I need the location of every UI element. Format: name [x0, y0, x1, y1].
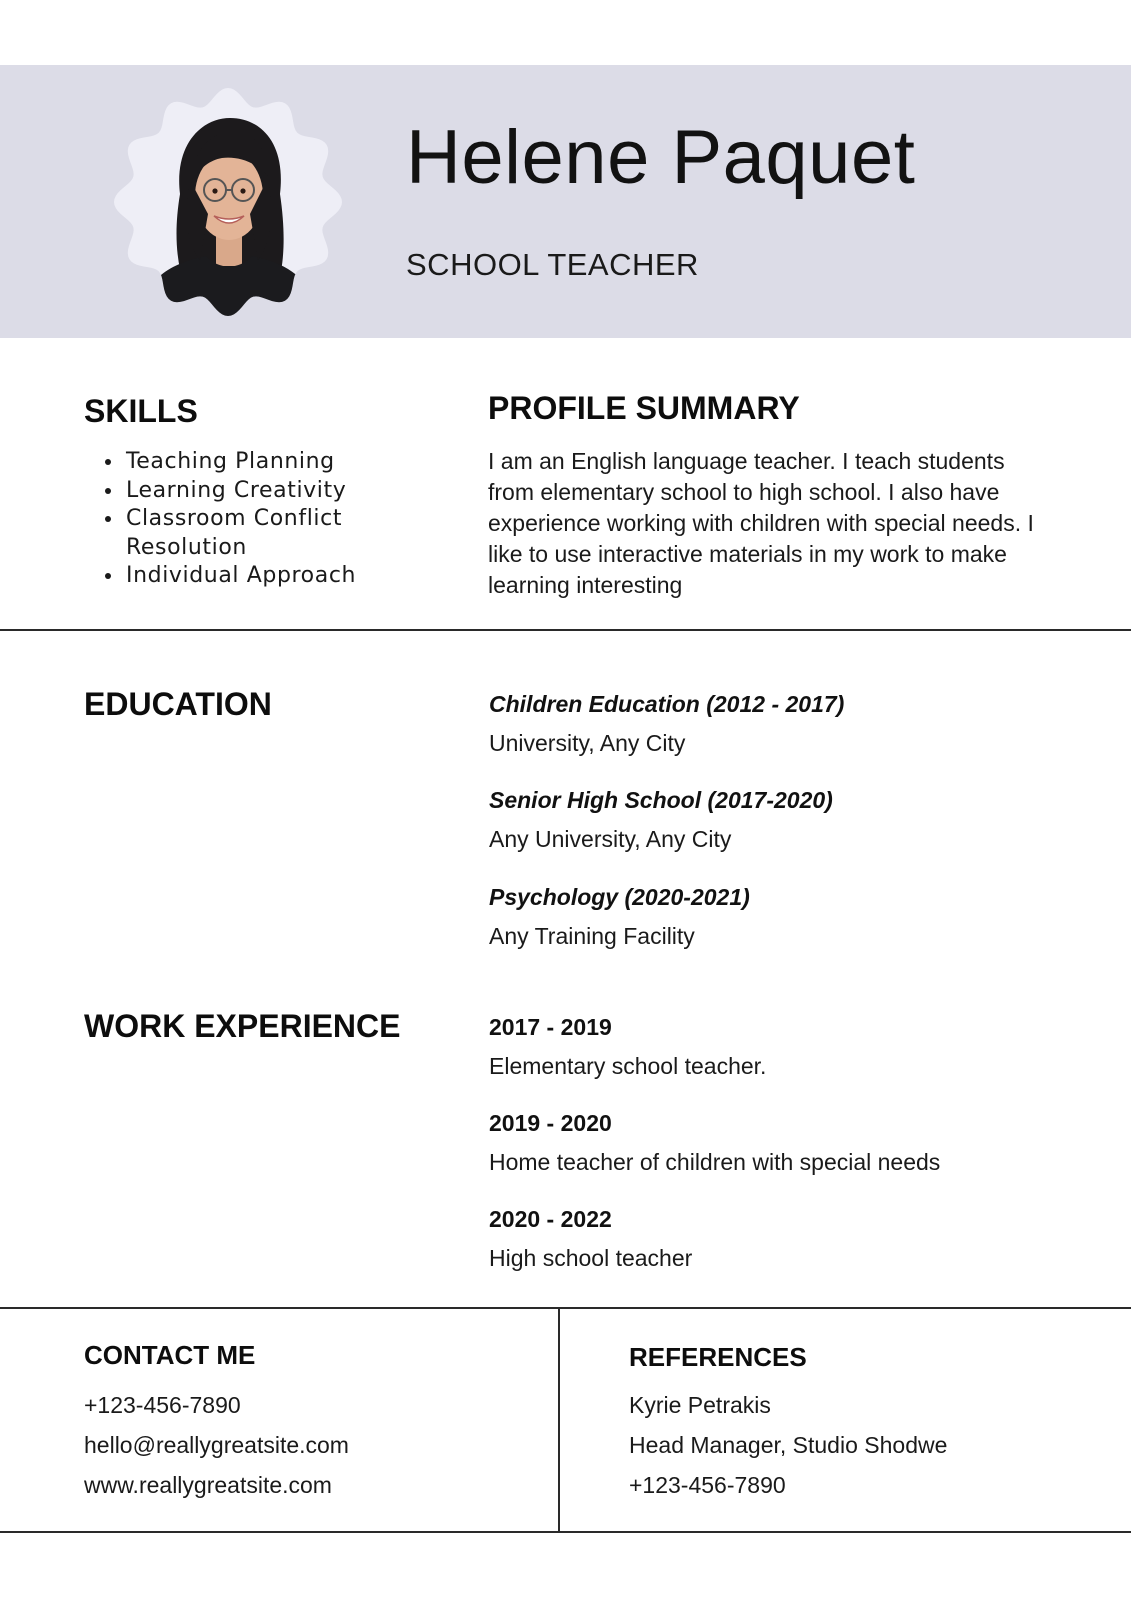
list-item: • Individual Approach [124, 562, 424, 591]
work-entry-period: 2019 - 2020 [489, 1110, 612, 1136]
list-item: • Teaching Planning [124, 448, 424, 477]
contact-phone: +123-456-7890 [84, 1392, 241, 1418]
profile-summary-text: I am an English language teacher. I teach students from elementary school to high school. I also have experience working with children with special needs. I like to use interactive materials in my work to make learning interesting [488, 448, 1034, 598]
contact-website: www.reallygreatsite.com [84, 1472, 332, 1498]
skills-heading: SKILLS [84, 393, 198, 429]
education-entry-title: Psychology (2020-2021) [489, 884, 750, 910]
reference-title: Head Manager, Studio Shodwe [629, 1432, 948, 1458]
education-heading: EDUCATION [84, 686, 272, 722]
divider [0, 1531, 1131, 1533]
education-entry-title: Children Education (2012 - 2017) [489, 691, 845, 717]
education-entry-place: University, Any City [489, 730, 686, 756]
education-entry-place: Any Training Facility [489, 923, 695, 949]
work-experience-heading: WORK EXPERIENCE [84, 1008, 401, 1044]
reference-phone: +123-456-7890 [629, 1472, 786, 1498]
profile-photo [110, 84, 346, 320]
work-entry-desc: High school teacher [489, 1245, 693, 1271]
skills-list [86, 448, 424, 591]
divider [0, 629, 1131, 631]
list-item: • Classroom Conflict Resolution [124, 505, 424, 562]
work-entry-period: 2020 - 2022 [489, 1206, 612, 1232]
education-entry-place: Any University, Any City [489, 826, 732, 852]
work-entry-period: 2017 - 2019 [489, 1014, 612, 1040]
references-heading: REFERENCES [629, 1342, 807, 1372]
contact-heading: CONTACT ME [84, 1340, 256, 1370]
education-entry-title: Senior High School (2017-2020) [489, 787, 833, 813]
person-name: Helene Paquet [406, 115, 916, 200]
work-entry-desc: Home teacher of children with special needs [489, 1149, 941, 1175]
contact-email: hello@reallygreatsite.com [84, 1432, 349, 1458]
divider [0, 1307, 1131, 1309]
column-divider [558, 1308, 560, 1532]
list-item: • Learning Creativity [124, 477, 424, 506]
job-title: SCHOOL TEACHER [406, 247, 699, 282]
reference-name: Kyrie Petrakis [629, 1392, 771, 1418]
work-entry-desc: Elementary school teacher. [489, 1053, 767, 1079]
profile-summary-heading: PROFILE SUMMARY [488, 390, 800, 426]
